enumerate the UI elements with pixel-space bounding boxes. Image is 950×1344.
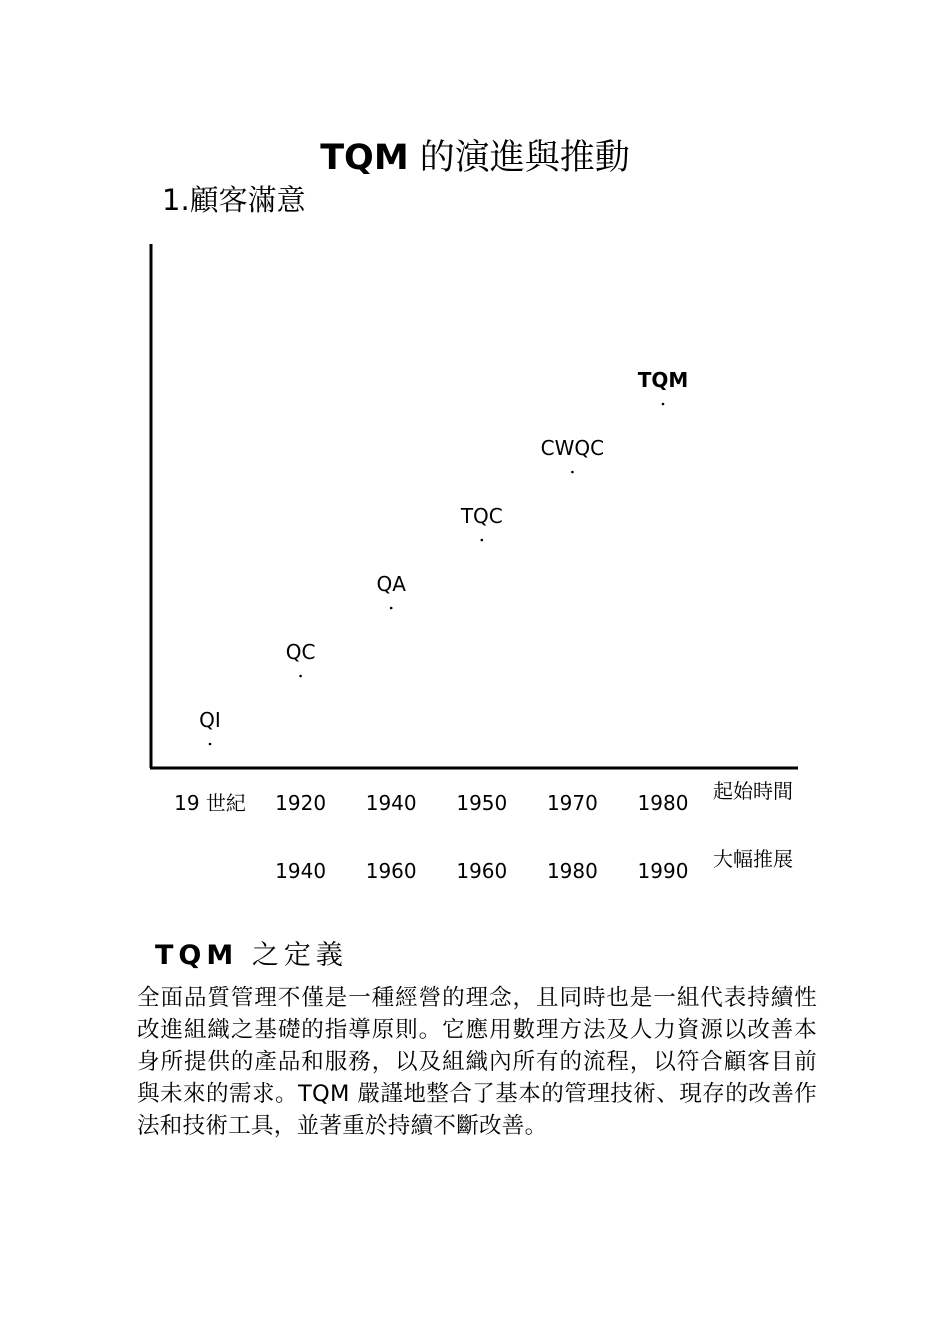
expansion-time-2: 1960 bbox=[365, 859, 417, 883]
expansion-time-1: 1940 bbox=[275, 859, 327, 883]
data-point-cwqc bbox=[571, 471, 574, 474]
start-time-1: 1920 bbox=[275, 791, 327, 815]
start-time-3: 1950 bbox=[456, 791, 508, 815]
data-point-qa bbox=[390, 607, 393, 610]
data-label-qi: QI bbox=[199, 708, 221, 732]
expansion-time-4: 1980 bbox=[546, 859, 598, 883]
page-title-rest: 的演進與推動 bbox=[408, 138, 630, 178]
page-title-bold: TQM bbox=[320, 138, 409, 178]
data-label-qc: QC bbox=[285, 640, 316, 664]
start-time-5: 1980 bbox=[637, 791, 689, 815]
start-time-label: 起始時間 bbox=[713, 779, 793, 803]
expansion-time-3: 1960 bbox=[456, 859, 508, 883]
evolution-chart bbox=[0, 230, 950, 790]
section-subtitle: 1.顧客滿意 bbox=[162, 183, 306, 217]
data-label-qa: QA bbox=[376, 572, 406, 596]
expansion-time-label: 大幅推展 bbox=[713, 847, 793, 871]
data-point-tqm bbox=[662, 403, 665, 406]
start-time-2: 1940 bbox=[365, 791, 417, 815]
start-time-4: 1970 bbox=[546, 791, 598, 815]
data-point-qc bbox=[299, 675, 302, 678]
definition-heading-bold: TQM bbox=[155, 940, 239, 971]
data-point-tqc bbox=[481, 539, 484, 542]
definition-text: 全面品質管理不僅是一種經營的理念，且同時也是一組代表持續性改進組織之基礎的指導原則。它應用數理方法及人力資源以改善本身所提供的產品和服務，以及組織內所有的流程，以符合顧客目前與未來的需求。TQM 嚴謹地整合了基本的管理技術、現存的改善作法和技術工具，並著重於持續不斷改善。 bbox=[137, 985, 817, 1139]
data-label-tqm: TQM bbox=[637, 368, 689, 392]
page-title bbox=[0, 136, 950, 180]
definition-heading bbox=[155, 936, 348, 976]
data-point-qi bbox=[209, 743, 212, 746]
start-time-0: 19 世紀 bbox=[174, 791, 246, 815]
evolution-chart-svg bbox=[0, 230, 950, 790]
data-label-cwqc: CWQC bbox=[540, 436, 605, 460]
definition-heading-rest: 之定義 bbox=[238, 940, 348, 971]
data-label-tqc: TQC bbox=[460, 504, 503, 528]
expansion-time-5: 1990 bbox=[637, 859, 689, 883]
